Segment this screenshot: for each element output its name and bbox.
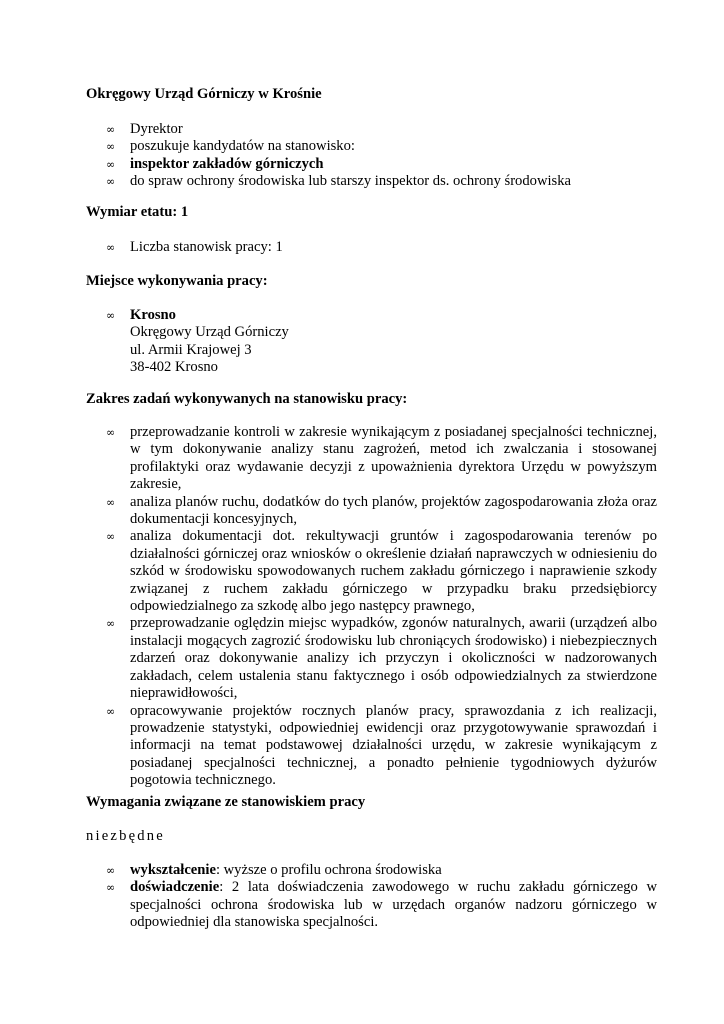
list-item: ∞ przeprowadzanie kontroli w zakresie wynikającym z posiadanej specjalności technicznej, w tym dokonywanie analizy stanu zagrożeń, metod ich zwalczania i stosowanej profilaktyki oraz wydawanie decyzji z upoważnienia dyrektora Urzędu w powyższym zakresie, <box>106 424 657 493</box>
workplace-heading: Miejsce wykonywania pracy: <box>86 273 268 289</box>
bullet-icon: ∞ <box>106 175 116 189</box>
workplace-list <box>0 307 724 377</box>
list-item: ∞ analiza planów ruchu, dodatków do tych planów, projektów zagospodarowania złoża oraz dokumentacji koncesyjnych, <box>106 493 657 528</box>
list-item: ∞ poszukuje kandydatów na stanowisko: <box>106 138 355 155</box>
intro-list <box>0 121 724 191</box>
workload-heading: Wymiar etatu: 1 <box>86 204 189 220</box>
bullet-icon: ∞ <box>106 530 116 544</box>
bullet-icon: ∞ <box>106 704 116 718</box>
address-line: Okręgowy Urząd Górniczy <box>130 324 289 341</box>
bullet-icon: ∞ <box>106 309 116 322</box>
bullet-icon: ∞ <box>106 617 116 631</box>
list-item <box>0 156 657 173</box>
tasks-list <box>0 424 724 790</box>
bullet-icon: ∞ <box>106 495 116 509</box>
position-title: inspektor zakładów górniczych <box>130 155 324 172</box>
list-item: ∞ analiza dokumentacji dot. rekultywacji gruntów i zagospodarowania terenów po działalności górniczej oraz wniosków o określenie działań naprawczych w odniesieniu do szkód w środowisku spowodowanych ruchem zakładu górniczego i naprawienie szkody związanej z ruchem zakładu górniczego w przypadku braku przedsiębiorcy odpowiedzialnego za szkodę albo jego następcy prawnego, <box>106 528 657 615</box>
list-item: ∞ Liczba stanowisk pracy: 1 <box>106 239 283 255</box>
address-line: 38-402 Krosno <box>130 359 218 376</box>
address-line: ul. Armii Krajowej 3 <box>130 341 252 358</box>
workload-list <box>0 239 724 256</box>
list-item: ∞ Dyrektor <box>106 121 183 137</box>
requirements-heading: Wymagania związane ze stanowiskiem pracy <box>86 794 366 810</box>
requirements-subheading: niezbędne <box>86 828 165 844</box>
bullet-icon: ∞ <box>106 241 116 254</box>
list-item: ∞ przeprowadzanie oględzin miejsc wypadków, zgonów naturalnych, awarii (urządzeń albo instalacji mogących zagrozić środowisku lub chroniących środowisko) i niebezpiecznych zdarzeń oraz dokonywanie analizy ich przyczyn i okoliczności w nadzorowanych zakładach, celem ustalenia stanu faktycznego i osób odpowiedzialnych za stwierdzone nieprawidłowości, <box>106 615 657 702</box>
list-item: ∞ opracowywanie projektów rocznych planów pracy, sprawozdania z ich realizacji, prowadzenie statystyki, odpowiedniej ewidencji oraz przygotowywanie sprawozdań i informacji na temat podstawowej działalności urzędu, w zakresie wynikającym z posiadanej specjalności technicznej, a ponadto pełnienie tygodniowych dyżurów pogotowia technicznego. <box>106 702 657 789</box>
bullet-icon: ∞ <box>106 123 116 136</box>
tasks-heading: Zakres zadań wykonywanych na stanowisku pracy: <box>86 391 408 407</box>
requirement-label: doświadczenie <box>130 879 220 896</box>
list-item: ∞ doświadczenie: 2 lata doświadczenia zawodowego w ruchu zakładu górniczego w specjalności ochrona środowiska lub w urzędach organów nadzoru górniczego w odpowiedniej dla stanowiska specjalności. <box>106 879 657 931</box>
requirement-label: wykształcenie <box>130 862 216 878</box>
bullet-icon: ∞ <box>106 864 116 877</box>
bullet-icon: ∞ <box>106 140 116 154</box>
workplace-city: Krosno <box>130 307 176 323</box>
requirements-list <box>0 862 724 932</box>
list-item: ∞ do spraw ochrony środowiska lub starszy inspektor ds. ochrony środowiska <box>106 173 571 190</box>
bullet-icon: ∞ <box>106 426 116 439</box>
bullet-icon: ∞ <box>106 157 116 171</box>
office-title: Okręgowy Urząd Górniczy w Krośnie <box>86 86 322 102</box>
bullet-icon: ∞ <box>106 881 116 895</box>
list-item <box>0 307 657 377</box>
list-item: ∞ wykształcenie: wyższe o profilu ochrona środowiska <box>106 862 442 878</box>
